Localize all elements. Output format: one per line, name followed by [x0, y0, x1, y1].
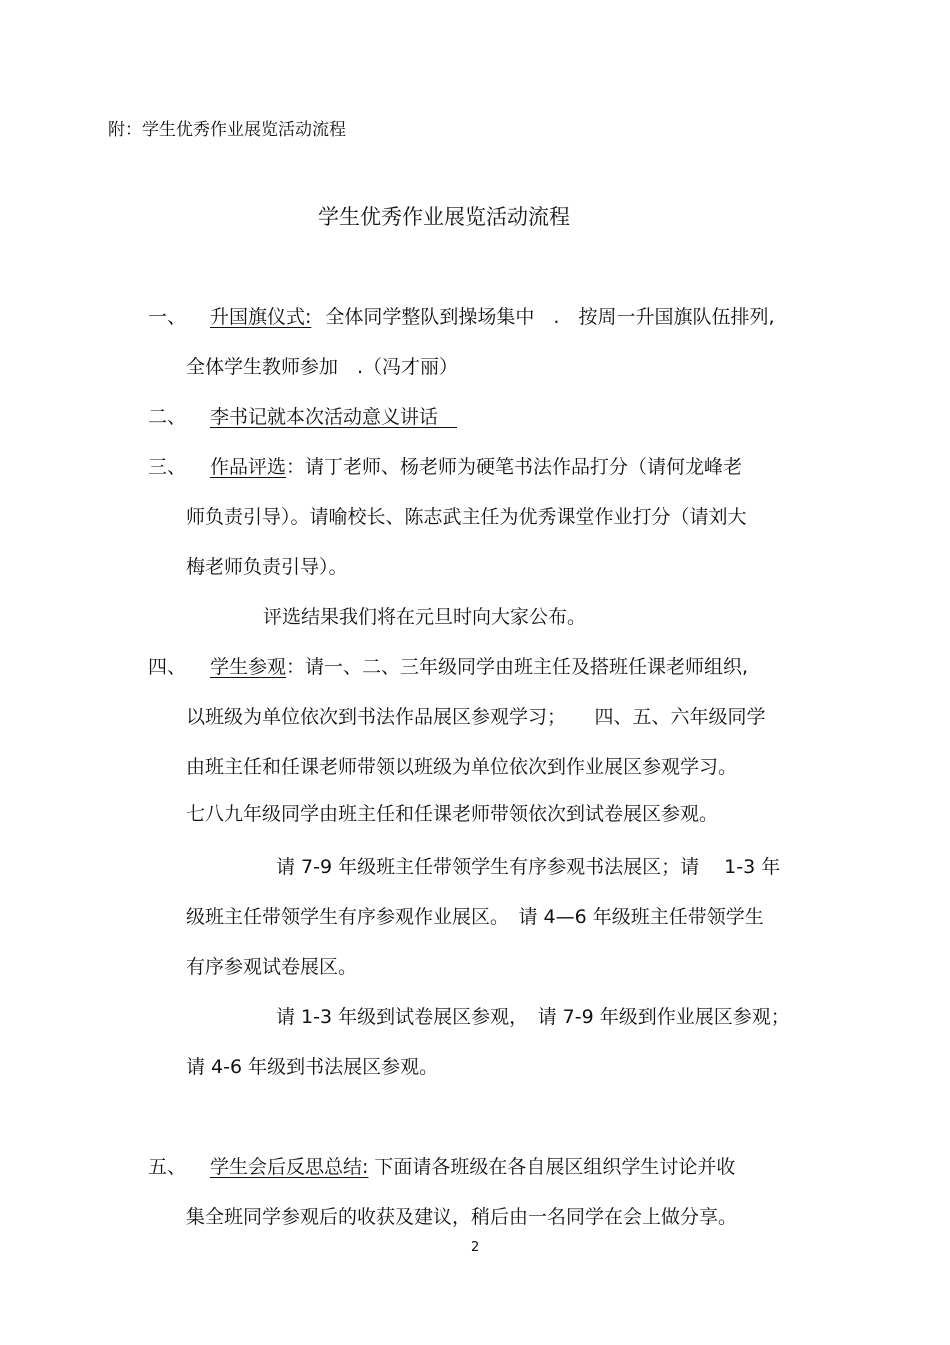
section-4-line-7: 有序参观试卷展区。 — [186, 956, 358, 978]
section-1-line-1 — [210, 305, 775, 329]
section-1-number: 一、 — [148, 306, 187, 328]
section-1-line-2: 全体学生教师参加 .（冯才丽） — [186, 356, 459, 378]
section-5-line-2: 集全班同学参观后的收获及建议，稍后由一名同学在会上做分享。 — [186, 1206, 738, 1228]
section-4-number: 四、 — [148, 656, 187, 678]
section-4-line-6: 级班主任带领学生有序参观作业展区。 请 4—6 年级班主任带领学生 — [186, 906, 764, 928]
section-4-line-2: 以班级为单位依次到书法作品展区参观学习； 四、五、六年级同学 — [186, 706, 766, 728]
attachment-note: 附：学生优秀作业展览活动流程 — [108, 120, 346, 140]
section-4-line-1 — [210, 655, 748, 679]
section-5-heading: 学生会后反思总结: — [210, 1156, 369, 1178]
section-2-number: 二、 — [148, 406, 187, 428]
section-3-line-3: 梅老师负责引导）。 — [186, 556, 348, 578]
section-3-line-4: 评选结果我们将在元旦时向大家公布。 — [263, 606, 587, 628]
page-number: 2 — [471, 1240, 480, 1255]
section-3-number: 三、 — [148, 456, 187, 478]
section-4-line-8: 请 1-3 年级到试卷展区参观， 请 7-9 年级到作业展区参观； — [276, 1006, 790, 1028]
section-4-line-4: 七八九年级同学由班主任和任课老师带领依次到试卷展区参观。 — [186, 803, 719, 825]
section-5-text: 下面请各班级在各自展区组织学生讨论并收 — [374, 1156, 736, 1178]
section-4-line-5: 请 7-9 年级班主任带领学生有序参观书法展区；请 1-3 年 — [276, 856, 781, 878]
section-3-line-1 — [210, 455, 742, 479]
section-4-text: ：请一、二、三年级同学由班主任及搭班任课老师组织, — [286, 656, 749, 678]
section-1-heading: 升国旗仪式: — [210, 306, 312, 328]
section-1-text: 全体同学整队到操场集中 . 按周一升国旗队伍排列, — [325, 306, 775, 328]
section-5-line-1 — [210, 1155, 735, 1179]
section-4-line-3: 由班主任和任课老师带领以班级为单位依次到作业展区参观学习。 — [186, 756, 738, 778]
section-3-text: ：请丁老师、杨老师为硬笔书法作品打分（请何龙峰老 — [286, 456, 743, 478]
document-title: 学生优秀作业展览活动流程 — [318, 205, 570, 229]
section-2-heading: 李书记就本次活动意义讲话 — [210, 406, 458, 428]
section-4-line-9: 请 4-6 年级到书法展区参观。 — [186, 1056, 439, 1078]
section-3-line-2: 师负责引导）。请喻校长、陈志武主任为优秀课堂作业打分（请刘大 — [186, 506, 747, 528]
section-5-number: 五、 — [148, 1156, 187, 1178]
section-3-heading: 作品评选 — [210, 456, 287, 478]
section-4-heading: 学生参观 — [210, 656, 287, 678]
